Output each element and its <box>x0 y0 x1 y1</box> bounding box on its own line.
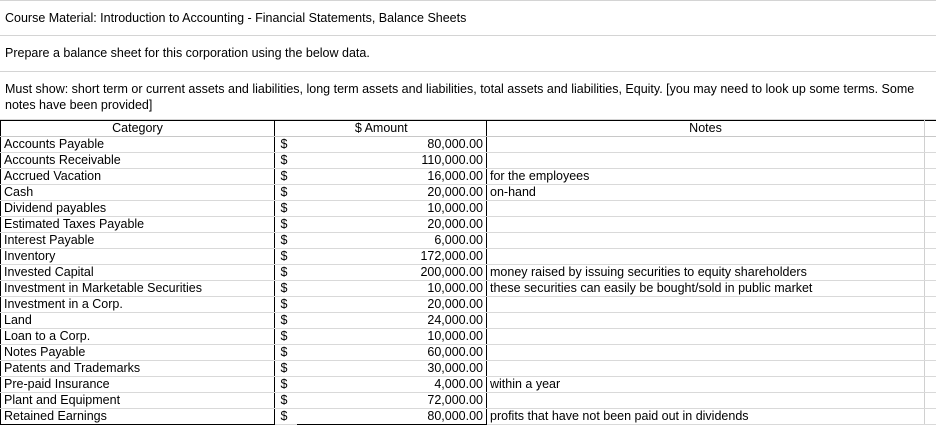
amount-cell[interactable]: 20,000.00 <box>297 185 487 201</box>
currency-cell[interactable]: $ <box>277 409 297 425</box>
amount-cell[interactable]: 110,000.00 <box>297 153 487 169</box>
amount-cell[interactable]: 60,000.00 <box>297 345 487 361</box>
category-cell[interactable]: Investment in Marketable Securities <box>1 281 275 297</box>
notes-cell[interactable] <box>487 393 925 409</box>
notes-cell[interactable] <box>487 329 925 345</box>
requirements-text: Must show: short term or current assets and liabilities, long term assets and liabilities, total assets and liabilities, Equity. [you may need to look up some terms. Some notes have been provided] <box>5 82 915 112</box>
notes-cell[interactable]: for the employees <box>487 169 925 185</box>
notes-cell[interactable] <box>487 361 925 377</box>
notes-cell[interactable]: profits that have not been paid out in dividends <box>487 409 925 425</box>
table-row <box>1 217 936 233</box>
notes-cell[interactable] <box>487 233 925 249</box>
notes-cell[interactable] <box>487 153 925 169</box>
column-header-category[interactable]: Category <box>1 121 275 137</box>
currency-cell[interactable]: $ <box>277 393 297 409</box>
notes-cell[interactable] <box>487 249 925 265</box>
currency-cell[interactable]: $ <box>277 233 297 249</box>
notes-cell[interactable] <box>487 297 925 313</box>
amount-cell[interactable]: 172,000.00 <box>297 249 487 265</box>
amount-cell[interactable]: 80,000.00 <box>297 409 487 425</box>
amount-cell[interactable]: 10,000.00 <box>297 201 487 217</box>
amount-cell[interactable]: 20,000.00 <box>297 217 487 233</box>
amount-cell[interactable]: 10,000.00 <box>297 281 487 297</box>
currency-cell[interactable]: $ <box>277 281 297 297</box>
currency-cell[interactable]: $ <box>277 377 297 393</box>
table-row <box>1 201 936 217</box>
notes-cell[interactable]: money raised by issuing securities to equity shareholders <box>487 265 925 281</box>
table-row <box>1 329 936 345</box>
amount-cell[interactable]: 30,000.00 <box>297 361 487 377</box>
category-cell[interactable]: Accounts Payable <box>1 137 275 153</box>
category-cell[interactable]: Inventory <box>1 249 275 265</box>
table-row <box>1 169 936 185</box>
category-cell[interactable]: Dividend payables <box>1 201 275 217</box>
table-row <box>1 393 936 409</box>
currency-cell[interactable]: $ <box>277 361 297 377</box>
category-cell[interactable]: Cash <box>1 185 275 201</box>
currency-cell[interactable]: $ <box>277 137 297 153</box>
table-row <box>1 153 936 169</box>
table-row <box>1 361 936 377</box>
table-row <box>1 265 936 281</box>
amount-cell[interactable]: 200,000.00 <box>297 265 487 281</box>
category-cell[interactable]: Interest Payable <box>1 233 275 249</box>
amount-cell[interactable]: 6,000.00 <box>297 233 487 249</box>
table-row <box>1 297 936 313</box>
table-row <box>1 313 936 329</box>
notes-cell[interactable] <box>487 137 925 153</box>
currency-cell[interactable]: $ <box>277 169 297 185</box>
notes-cell[interactable] <box>487 217 925 233</box>
course-title-row[interactable] <box>0 0 936 36</box>
currency-cell[interactable]: $ <box>277 329 297 345</box>
table-row <box>1 249 936 265</box>
table-row <box>1 345 936 361</box>
notes-cell[interactable] <box>487 345 925 361</box>
currency-cell[interactable]: $ <box>277 345 297 361</box>
currency-cell[interactable]: $ <box>277 153 297 169</box>
table-row <box>1 281 936 297</box>
notes-cell[interactable] <box>487 313 925 329</box>
table-header-row <box>1 121 936 137</box>
table-body <box>1 137 936 425</box>
course-title: Course Material: Introduction to Accounting - Financial Statements, Balance Sheets <box>5 11 467 25</box>
balance-data-table <box>0 120 936 425</box>
table-row <box>1 377 936 393</box>
currency-cell[interactable]: $ <box>277 185 297 201</box>
notes-cell[interactable]: within a year <box>487 377 925 393</box>
category-cell[interactable]: Investment in a Corp. <box>1 297 275 313</box>
category-cell[interactable]: Accounts Receivable <box>1 153 275 169</box>
amount-cell[interactable]: 24,000.00 <box>297 313 487 329</box>
notes-cell[interactable]: these securities can easily be bought/sold in public market <box>487 281 925 297</box>
category-cell[interactable]: Accrued Vacation <box>1 169 275 185</box>
currency-cell[interactable]: $ <box>277 265 297 281</box>
category-cell[interactable]: Estimated Taxes Payable <box>1 217 275 233</box>
column-header-notes[interactable]: Notes <box>487 121 925 137</box>
amount-cell[interactable]: 20,000.00 <box>297 297 487 313</box>
category-cell[interactable]: Loan to a Corp. <box>1 329 275 345</box>
category-cell[interactable]: Retained Earnings <box>1 409 275 425</box>
notes-cell[interactable]: on-hand <box>487 185 925 201</box>
category-cell[interactable]: Pre-paid Insurance <box>1 377 275 393</box>
currency-cell[interactable]: $ <box>277 201 297 217</box>
currency-cell[interactable]: $ <box>277 217 297 233</box>
table-row <box>1 185 936 201</box>
table-row <box>1 409 936 425</box>
currency-cell[interactable]: $ <box>277 313 297 329</box>
amount-cell[interactable]: 72,000.00 <box>297 393 487 409</box>
amount-cell[interactable]: 10,000.00 <box>297 329 487 345</box>
category-cell[interactable]: Plant and Equipment <box>1 393 275 409</box>
category-cell[interactable]: Invested Capital <box>1 265 275 281</box>
table-row <box>1 137 936 153</box>
currency-cell[interactable]: $ <box>277 249 297 265</box>
requirements-row[interactable] <box>0 72 936 120</box>
currency-cell[interactable]: $ <box>277 297 297 313</box>
amount-cell[interactable]: 80,000.00 <box>297 137 487 153</box>
category-cell[interactable]: Notes Payable <box>1 345 275 361</box>
table-row <box>1 233 936 249</box>
amount-cell[interactable]: 4,000.00 <box>297 377 487 393</box>
category-cell[interactable]: Land <box>1 313 275 329</box>
amount-cell[interactable]: 16,000.00 <box>297 169 487 185</box>
category-cell[interactable]: Patents and Trademarks <box>1 361 275 377</box>
column-header-amount[interactable]: $ Amount <box>277 121 487 137</box>
notes-cell[interactable] <box>487 201 925 217</box>
prompt-text: Prepare a balance sheet for this corporation using the below data. <box>5 46 370 60</box>
prompt-row[interactable] <box>0 36 936 72</box>
